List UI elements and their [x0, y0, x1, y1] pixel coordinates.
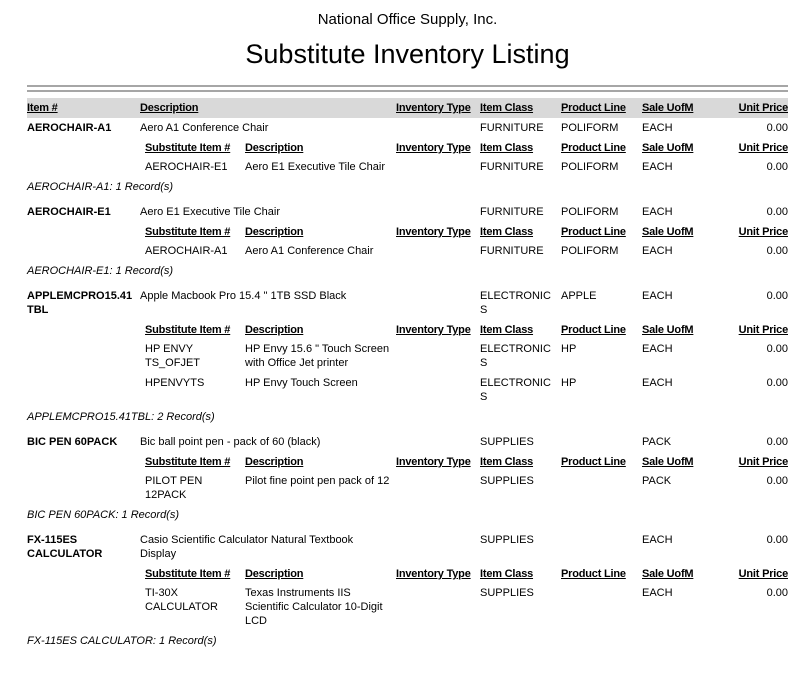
col-product-line: Product Line	[561, 102, 626, 114]
substitute-item-number: AEROCHAIR-A1	[145, 245, 228, 257]
substitute-header-row	[27, 564, 788, 583]
substitute-row	[27, 373, 788, 407]
substitute-description: HP Envy Touch Screen	[245, 377, 358, 389]
substitute-row	[27, 157, 788, 177]
item-description: Bic ball point pen - pack of 60 (black)	[140, 436, 321, 448]
item-sale-uofm: EACH	[642, 122, 673, 134]
item-row	[27, 202, 788, 222]
substitute-row	[27, 241, 788, 261]
col-substitute-item-number: Substitute Item #	[145, 226, 231, 238]
col-substitute-item-class: Item Class	[480, 324, 534, 336]
item-group	[27, 432, 788, 524]
item-row	[27, 286, 788, 320]
item-product-line: POLIFORM	[561, 122, 619, 134]
item-inventory-type	[396, 435, 480, 449]
item-product-line: APPLE	[561, 290, 597, 302]
substitute-sale-uofm: EACH	[642, 245, 673, 257]
col-substitute-inventory-type: Inventory Type	[396, 226, 471, 238]
substitute-unit-price: 0.00	[766, 377, 788, 389]
substitute-product-line: POLIFORM	[561, 161, 619, 173]
indent-spacer	[27, 455, 145, 469]
item-group	[27, 118, 788, 196]
col-substitute-product-line: Product Line	[561, 568, 626, 580]
substitute-row	[27, 339, 788, 373]
substitute-header-row	[27, 320, 788, 339]
indent-spacer	[27, 323, 145, 337]
indent-spacer	[27, 160, 145, 174]
col-substitute-sale-uofm: Sale UofM	[642, 568, 694, 580]
col-substitute-sale-uofm: Sale UofM	[642, 456, 694, 468]
item-inventory-type	[396, 289, 480, 317]
item-description: Casio Scientific Calculator Natural Textbook Display	[140, 534, 354, 560]
substitute-description: HP Envy 15.6 " Touch Screen with Office Jet printer	[245, 343, 390, 369]
indent-spacer	[27, 225, 145, 239]
col-substitute-unit-price: Unit Price	[738, 226, 788, 238]
item-sale-uofm: EACH	[642, 206, 673, 218]
item-inventory-type	[396, 533, 480, 561]
item-unit-price: 0.00	[766, 122, 788, 134]
col-substitute-product-line: Product Line	[561, 324, 626, 336]
item-unit-price: 0.00	[766, 206, 788, 218]
col-substitute-item-class: Item Class	[480, 226, 534, 238]
col-substitute-product-line: Product Line	[561, 142, 626, 154]
substitute-item-class: ELECTRONICS	[480, 343, 551, 369]
item-number: AEROCHAIR-E1	[27, 206, 111, 218]
col-substitute-product-line: Product Line	[561, 456, 626, 468]
item-class: SUPPLIES	[480, 436, 534, 448]
item-sale-uofm: PACK	[642, 436, 672, 448]
substitute-item-number: AEROCHAIR-E1	[145, 161, 228, 173]
item-description: Aero A1 Conference Chair	[140, 122, 269, 134]
item-row	[27, 432, 788, 452]
substitute-inventory-type	[396, 244, 480, 258]
substitute-sale-uofm: EACH	[642, 587, 673, 599]
col-substitute-unit-price: Unit Price	[738, 568, 788, 580]
substitute-unit-price: 0.00	[766, 245, 788, 257]
column-header-row	[27, 98, 788, 118]
substitute-product-line: HP	[561, 343, 577, 355]
col-substitute-item-number: Substitute Item #	[145, 568, 231, 580]
substitute-item-class: FURNITURE	[480, 161, 544, 173]
substitute-item-class: SUPPLIES	[480, 587, 534, 599]
item-product-line	[561, 435, 642, 449]
col-substitute-item-number: Substitute Item #	[145, 142, 231, 154]
indent-spacer	[27, 342, 145, 370]
item-group	[27, 530, 788, 650]
col-substitute-description: Description	[245, 568, 304, 580]
col-substitute-item-number: Substitute Item #	[145, 456, 231, 468]
substitute-header-row	[27, 452, 788, 471]
substitute-product-line: HP	[561, 377, 577, 389]
col-item-number: Item #	[27, 102, 58, 114]
substitute-row	[27, 471, 788, 505]
col-sale-uofm: Sale UofM	[642, 102, 694, 114]
substitute-sale-uofm: EACH	[642, 343, 673, 355]
substitute-item-number: HP ENVY TS_OFJET	[145, 343, 201, 369]
substitute-header-row	[27, 138, 788, 157]
group-record-count: FX-115ES CALCULATOR: 1 Record(s)	[27, 635, 217, 647]
substitute-unit-price: 0.00	[766, 343, 788, 355]
item-class: FURNITURE	[480, 206, 544, 218]
substitute-rows	[27, 583, 788, 631]
substitute-inventory-type	[396, 474, 480, 502]
substitute-unit-price: 0.00	[766, 475, 788, 487]
indent-spacer	[27, 141, 145, 155]
item-number: AEROCHAIR-A1	[27, 122, 112, 134]
substitute-item-class: ELECTRONICS	[480, 377, 551, 403]
item-class: ELECTRONICS	[480, 290, 551, 316]
col-substitute-inventory-type: Inventory Type	[396, 568, 471, 580]
report-table	[27, 98, 788, 650]
group-record-count: APPLEMCPRO15.41TBL: 2 Record(s)	[27, 411, 215, 423]
substitute-item-number: PILOT PEN 12PACK	[145, 475, 203, 501]
substitute-inventory-type	[396, 342, 480, 370]
col-substitute-item-number: Substitute Item #	[145, 324, 231, 336]
substitute-inventory-type	[396, 160, 480, 174]
item-description: Aero E1 Executive Tile Chair	[140, 206, 281, 218]
item-unit-price: 0.00	[766, 436, 788, 448]
col-substitute-inventory-type: Inventory Type	[396, 142, 471, 154]
col-substitute-unit-price: Unit Price	[738, 456, 788, 468]
substitute-description: Texas Instruments IIS Scientific Calculator 10-Digit LCD	[245, 587, 383, 627]
substitute-product-line	[561, 586, 642, 628]
col-substitute-inventory-type: Inventory Type	[396, 324, 471, 336]
substitute-rows	[27, 157, 788, 177]
col-unit-price: Unit Price	[738, 102, 788, 114]
group-record-count: BIC PEN 60PACK: 1 Record(s)	[27, 509, 180, 521]
report-title: Substitute Inventory Listing	[245, 39, 570, 69]
col-substitute-sale-uofm: Sale UofM	[642, 142, 694, 154]
item-unit-price: 0.00	[766, 534, 788, 546]
substitute-header-row	[27, 222, 788, 241]
item-row	[27, 118, 788, 138]
item-row	[27, 530, 788, 564]
col-substitute-description: Description	[245, 324, 304, 336]
col-substitute-sale-uofm: Sale UofM	[642, 324, 694, 336]
substitute-rows	[27, 339, 788, 407]
substitute-unit-price: 0.00	[766, 161, 788, 173]
item-number: FX-115ES CALCULATOR	[27, 534, 103, 560]
substitute-description: Aero E1 Executive Tile Chair	[245, 161, 386, 173]
indent-spacer	[27, 474, 145, 502]
header-divider	[27, 85, 788, 92]
substitute-inventory-type	[396, 376, 480, 404]
substitute-product-line: POLIFORM	[561, 245, 619, 257]
col-substitute-description: Description	[245, 226, 304, 238]
item-description: Apple Macbook Pro 15.4 " 1TB SSD Black	[140, 290, 347, 302]
item-class: FURNITURE	[480, 122, 544, 134]
report-body	[27, 118, 788, 650]
substitute-rows	[27, 471, 788, 505]
col-substitute-item-class: Item Class	[480, 456, 534, 468]
item-inventory-type	[396, 205, 480, 219]
substitute-row	[27, 583, 788, 631]
col-substitute-sale-uofm: Sale UofM	[642, 226, 694, 238]
substitute-item-number: TI-30X CALCULATOR	[145, 587, 218, 613]
substitute-unit-price: 0.00	[766, 587, 788, 599]
substitute-inventory-type	[396, 586, 480, 628]
group-record-count: AEROCHAIR-A1: 1 Record(s)	[27, 181, 174, 193]
group-record-count: AEROCHAIR-E1: 1 Record(s)	[27, 265, 174, 277]
substitute-rows	[27, 241, 788, 261]
col-substitute-inventory-type: Inventory Type	[396, 456, 471, 468]
item-class: SUPPLIES	[480, 534, 534, 546]
item-sale-uofm: EACH	[642, 290, 673, 302]
col-inventory-type: Inventory Type	[396, 102, 471, 114]
item-unit-price: 0.00	[766, 290, 788, 302]
item-group	[27, 202, 788, 280]
col-description: Description	[140, 102, 199, 114]
col-substitute-unit-price: Unit Price	[738, 142, 788, 154]
substitute-item-class: SUPPLIES	[480, 475, 534, 487]
substitute-sale-uofm: EACH	[642, 377, 673, 389]
indent-spacer	[27, 567, 145, 581]
item-group	[27, 286, 788, 426]
col-substitute-description: Description	[245, 142, 304, 154]
item-number: BIC PEN 60PACK	[27, 436, 118, 448]
substitute-item-class: FURNITURE	[480, 245, 544, 257]
indent-spacer	[27, 376, 145, 404]
substitute-sale-uofm: PACK	[642, 475, 672, 487]
item-inventory-type	[396, 121, 480, 135]
substitute-product-line	[561, 474, 642, 502]
col-substitute-item-class: Item Class	[480, 142, 534, 154]
col-substitute-description: Description	[245, 456, 304, 468]
substitute-description: Aero A1 Conference Chair	[245, 245, 374, 257]
item-product-line	[561, 533, 642, 561]
item-product-line: POLIFORM	[561, 206, 619, 218]
substitute-sale-uofm: EACH	[642, 161, 673, 173]
item-sale-uofm: EACH	[642, 534, 673, 546]
col-substitute-product-line: Product Line	[561, 226, 626, 238]
col-substitute-item-class: Item Class	[480, 568, 534, 580]
indent-spacer	[27, 586, 145, 628]
substitute-item-number: HPENVYTS	[145, 377, 205, 389]
company-name: National Office Supply, Inc.	[317, 11, 498, 28]
substitute-description: Pilot fine point pen pack of 12	[245, 475, 390, 487]
item-number: APPLEMCPRO15.41TBL	[27, 290, 133, 316]
col-substitute-unit-price: Unit Price	[738, 324, 788, 336]
indent-spacer	[27, 244, 145, 258]
col-item-class: Item Class	[480, 102, 534, 114]
